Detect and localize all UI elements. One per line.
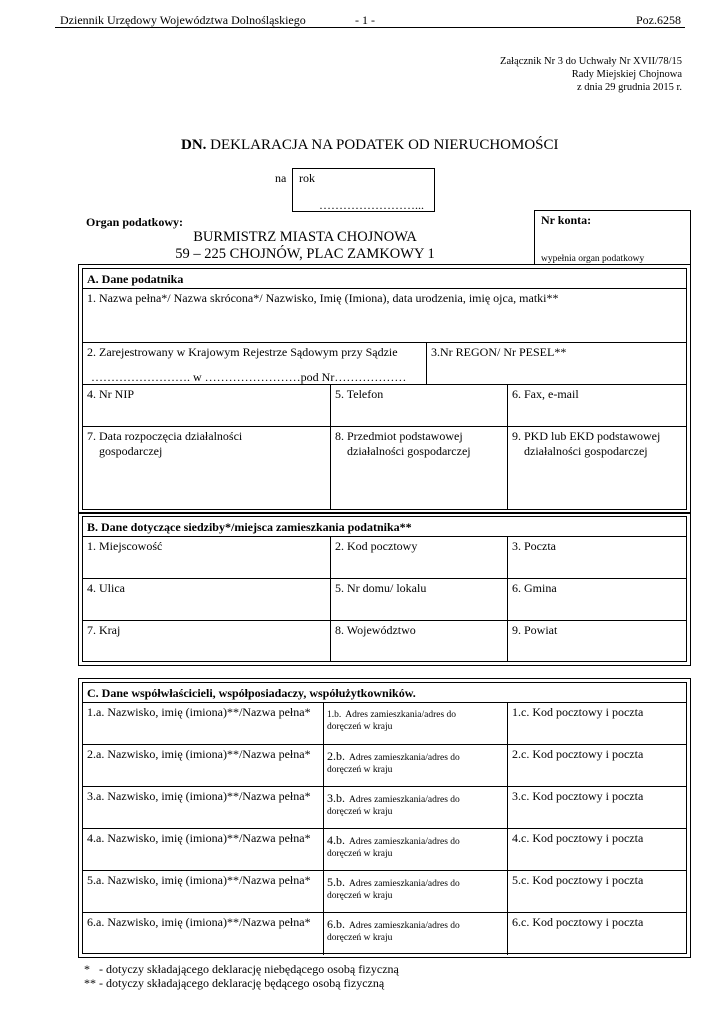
- c6b-label-1: Adres zamieszkania/adres do: [349, 921, 460, 931]
- field-c4c-postal[interactable]: 4.c. Kod pocztowy i poczta: [512, 831, 644, 845]
- position-number: Poz.6258: [636, 13, 681, 27]
- page-number: - 1 -: [355, 13, 375, 27]
- c5b-number: 5.b.: [327, 875, 345, 889]
- c5b-label-2: doręczeń w kraju: [327, 891, 393, 901]
- field-a2-krs[interactable]: 2. Zarejestrowany w Krajowym Rejestrze Sądowym przy Sądzie: [87, 345, 398, 359]
- c4b-label-1: Adres zamieszkania/adres do: [349, 837, 460, 847]
- field-c6a-name[interactable]: 6.a. Nazwisko, imię (imiona)**/Nazwa pełna*: [87, 915, 311, 929]
- organ-label: Organ podatkowy:: [86, 215, 184, 229]
- section-b: [78, 512, 691, 666]
- field-b7-country[interactable]: 7. Kraj: [87, 623, 121, 637]
- section-b-title: B. Dane dotyczące siedziby*/miejsca zamieszkania podatnika**: [87, 520, 412, 534]
- c6b-number: 6.b.: [327, 917, 345, 931]
- account-number-field[interactable]: [534, 210, 691, 265]
- field-c6c-postal[interactable]: 6.c. Kod pocztowy i poczta: [512, 915, 644, 929]
- c4b-label-2: doręczeń w kraju: [327, 849, 393, 859]
- organ-street: 59 – 225 CHOJNÓW, PLAC ZAMKOWY 1: [175, 246, 435, 262]
- section-a-title: A. Dane podatnika: [87, 272, 184, 286]
- field-b9-district[interactable]: 9. Powiat: [512, 623, 558, 637]
- title-code: DN.: [181, 137, 207, 153]
- field-a2-dots: ……………………. w ……………………pod Nr………………: [91, 370, 407, 384]
- c2b-number: 2.b.: [327, 749, 345, 763]
- field-a5-phone[interactable]: 5. Telefon: [335, 387, 384, 401]
- field-c3a-name[interactable]: 3.a. Nazwisko, imię (imiona)**/Nazwa pełna*: [87, 789, 311, 803]
- field-a3-regon-pesel[interactable]: 3.Nr REGON/ Nr PESEL**: [431, 345, 567, 359]
- field-c2c-postal[interactable]: 2.c. Kod pocztowy i poczta: [512, 747, 644, 761]
- field-b8-voivodeship[interactable]: 8. Województwo: [335, 623, 416, 637]
- field-b2-postal-code[interactable]: 2. Kod pocztowy: [335, 539, 418, 553]
- field-c1b-address[interactable]: [327, 704, 456, 733]
- c3b-label-2: doręczeń w kraju: [327, 807, 393, 817]
- field-c1c-postal[interactable]: 1.c. Kod pocztowy i poczta: [512, 705, 644, 719]
- attachment-line-1: Załącznik Nr 3 do Uchwały Nr XVII/78/15: [500, 56, 682, 67]
- section-c-title: C. Dane współwłaścicieli, współposiadaczy, współużytkowników.: [87, 686, 416, 700]
- attachment-note: [500, 55, 682, 94]
- organ-address: [172, 229, 438, 263]
- header-rule: [55, 27, 685, 28]
- field-a8-line1: 8. Przedmiot podstawowej: [335, 429, 463, 443]
- account-note: wypełnia organ podatkowy: [541, 254, 645, 264]
- field-a6-fax-email[interactable]: 6. Fax, e-mail: [512, 387, 579, 401]
- field-a9-line2: działalności gospodarczej: [524, 444, 648, 458]
- c2b-label-1: Adres zamieszkania/adres do: [349, 753, 460, 763]
- c1b-label-1: Adres zamieszkania/adres do: [345, 710, 457, 720]
- field-a9-pkd[interactable]: [512, 429, 660, 459]
- c1b-label-2: doręczeń w kraju: [327, 722, 393, 732]
- field-a7-start-date[interactable]: [87, 429, 242, 459]
- year-label: rok: [299, 171, 315, 185]
- c2b-label-2: doręczeń w kraju: [327, 765, 393, 775]
- account-label: Nr konta:: [541, 213, 592, 227]
- c4b-number: 4.b.: [327, 833, 345, 847]
- section-a: [78, 264, 691, 514]
- field-c3c-postal[interactable]: 3.c. Kod pocztowy i poczta: [512, 789, 644, 803]
- field-c5a-name[interactable]: 5.a. Nazwisko, imię (imiona)**/Nazwa pełna*: [87, 873, 311, 887]
- field-c1a-name[interactable]: 1.a. Nazwisko, imię (imiona)**/Nazwa pełna*: [87, 705, 311, 719]
- field-c5c-postal[interactable]: 5.c. Kod pocztowy i poczta: [512, 873, 644, 887]
- field-b4-street[interactable]: 4. Ulica: [87, 581, 125, 595]
- field-a1-full-name[interactable]: 1. Nazwa pełna*/ Nazwa skrócona*/ Nazwisko, Imię (Imiona), data urodzenia, imię ojca, matki**: [87, 291, 559, 305]
- title-text: DEKLARACJA NA PODATEK OD NIERUCHOMOŚCI: [206, 137, 559, 153]
- footnote-1: * - dotyczy składającego deklarację niebędącego osobą fizyczną: [84, 962, 399, 976]
- field-c4a-name[interactable]: 4.a. Nazwisko, imię (imiona)**/Nazwa pełna*: [87, 831, 311, 845]
- year-field[interactable]: [292, 168, 435, 212]
- journal-title: Dziennik Urzędowy Województwa Dolnośląskiego: [60, 13, 306, 27]
- c1b-number: 1.b.: [327, 710, 342, 720]
- attachment-line-2: Rady Miejskiej Chojnowa: [571, 69, 682, 80]
- c5b-label-1: Adres zamieszkania/adres do: [349, 879, 460, 889]
- footnote-2: ** - dotyczy składającego deklarację będącego osobą fizyczną: [84, 976, 385, 990]
- field-a8-business-subject[interactable]: [335, 429, 471, 459]
- field-b1-locality[interactable]: 1. Miejscowość: [87, 539, 163, 553]
- field-c6b-address[interactable]: [327, 915, 460, 944]
- field-a4-nip[interactable]: 4. Nr NIP: [87, 387, 134, 401]
- field-a7-line2: gospodarczej: [99, 444, 163, 458]
- c3b-label-1: Adres zamieszkania/adres do: [349, 795, 460, 805]
- attachment-line-3: z dnia 29 grudnia 2015 r.: [577, 82, 682, 93]
- document-title: [181, 137, 559, 154]
- field-b6-commune[interactable]: 6. Gmina: [512, 581, 557, 595]
- field-a9-line1: 9. PKD lub EKD podstawowej: [512, 429, 661, 443]
- year-prefix: na: [275, 171, 287, 185]
- year-dots: ……………………...: [319, 198, 424, 212]
- section-c: [78, 678, 691, 958]
- field-c5b-address[interactable]: [327, 873, 460, 902]
- field-c2a-name[interactable]: 2.a. Nazwisko, imię (imiona)**/Nazwa pełna*: [87, 747, 311, 761]
- organ-name: BURMISTRZ MIASTA CHOJNOWA: [193, 229, 417, 245]
- field-c3b-address[interactable]: [327, 789, 460, 818]
- field-c4b-address[interactable]: [327, 831, 460, 860]
- field-a8-line2: działalności gospodarczej: [347, 444, 471, 458]
- field-c2b-address[interactable]: [327, 747, 460, 776]
- field-b5-house-number[interactable]: 5. Nr domu/ lokalu: [335, 581, 427, 595]
- field-a7-line1: 7. Data rozpoczęcia działalności: [87, 429, 243, 443]
- field-b3-post-office[interactable]: 3. Poczta: [512, 539, 556, 553]
- c6b-label-2: doręczeń w kraju: [327, 933, 393, 943]
- c3b-number: 3.b.: [327, 791, 345, 805]
